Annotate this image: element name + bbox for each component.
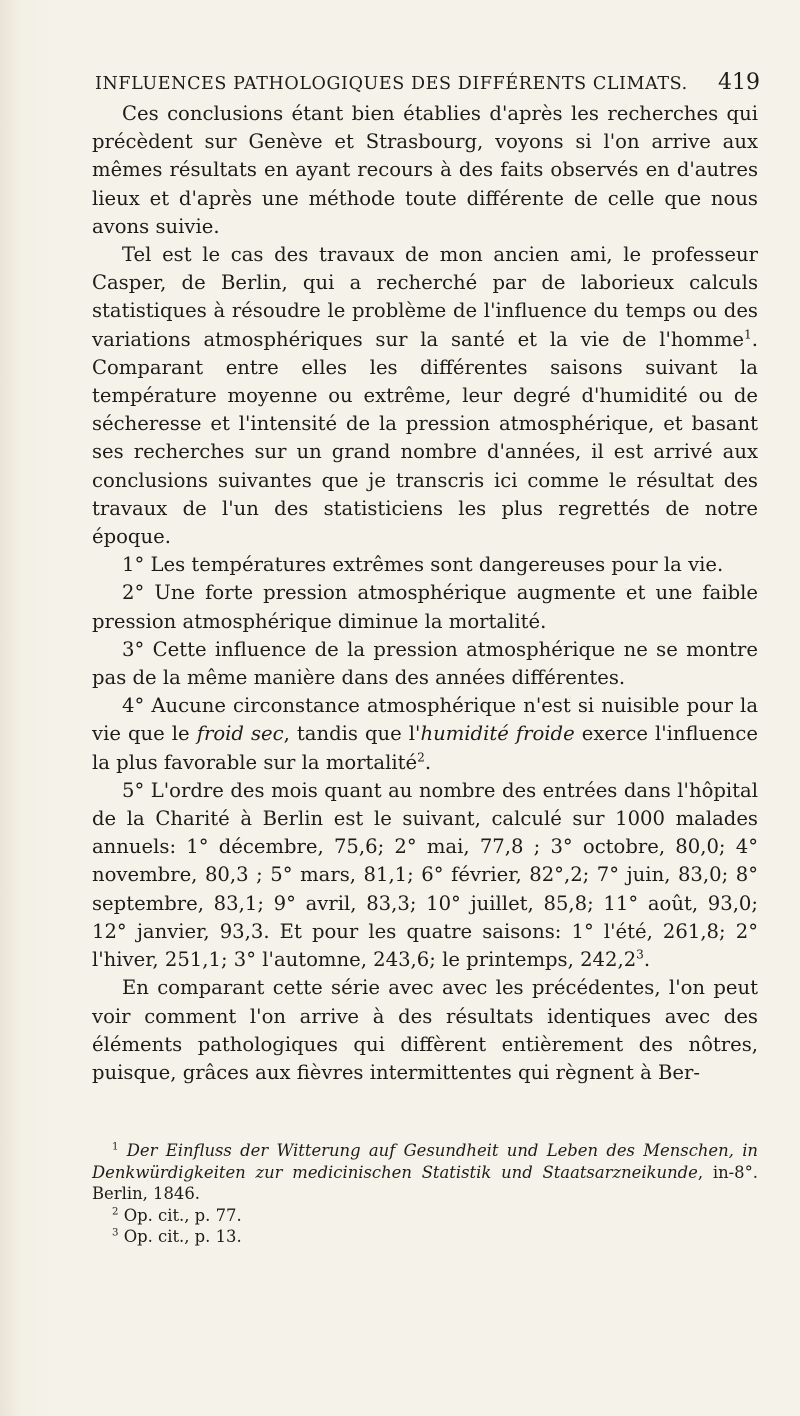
running-title: INFLUENCES PATHOLOGIQUES DES DIFFÉRENTS CLIMATS. <box>95 74 688 94</box>
footnote-mark: 1 <box>112 1141 119 1153</box>
text-span: Op. cit., p. 77. <box>123 1205 242 1225</box>
paragraph-casper <box>92 241 758 551</box>
footnote-3 <box>92 1226 758 1248</box>
footnote-title: Der Einfluss der Witterung auf Gesundheit und Leben des Menschen, in Denkwürdigkeiten zur medicinischen Statistik und Staatsarzneikunde <box>92 1141 758 1182</box>
conclusion-1: 1° Les températures extrêmes sont dangereuses pour la vie. <box>122 553 724 577</box>
text-span: 4° Aucune circonstance atmosphérique n'est si nuisible pour la vie que le <box>92 694 758 746</box>
page-number: 419 <box>718 70 760 95</box>
text-span: . <box>424 750 432 774</box>
footnote-ref-3[interactable]: 3 <box>636 947 644 962</box>
text-span: , tandis que l' <box>283 722 421 746</box>
main-text <box>92 100 758 1087</box>
text-span: , in-8°. Berlin, 1846. <box>92 1162 759 1203</box>
emphasis-froid-sec: froid sec <box>196 722 284 746</box>
paragraph-comparison: En comparant cette série avec avec les précédentes, l'on peut voir comment l'on arrive à des résultats identiques avec des éléments pathologiques qui diffèrent entièrement des nôtres, puisque, grâces aux fièvres intermittentes qui règnent à Ber- <box>92 976 758 1084</box>
paragraph-intro: Ces conclusions étant bien établies d'après les recherches qui précèdent sur Genève et Strasbourg, voyons si l'on arrive aux mêmes résultats en ayant recours à des faits observés en d'autres lieux et d'après une méthode toute différente de celle que nous avons suivie. <box>92 102 758 238</box>
running-header <box>95 70 760 95</box>
text-span: . <box>643 948 651 972</box>
text-span: Op. cit., p. 13. <box>123 1227 242 1246</box>
conclusion-4 <box>92 692 758 777</box>
footnote-2 <box>92 1205 758 1227</box>
text-span: exerce l'influence la plus favorable sur la mortalité <box>92 722 758 774</box>
emphasis-humidite-froide: humidité froide <box>420 722 575 746</box>
footnote-mark: 2 <box>112 1206 119 1218</box>
conclusion-2: 2° Une forte pression atmosphérique augmente et une faible pression atmosphérique diminue la mortalité. <box>92 581 758 633</box>
text-span: 5° L'ordre des mois quant au nombre des entrées dans l'hôpital de la Charité à Berlin est le suivant, calculé sur 1000 malades annuels: 1° décembre, 75,6; 2° mai, 77,8 ; 3° octobre, 80,0; 4° novembre, 80,3 ; 5° mars, 81,1; 6° février, 82°,2; 7° juin, 83,0; 8° septembre, 83,1; 9° avril, 83,3; 10° juillet, 85,8; 11° août, 93,0; 12° janvier, 93,3. Et pour les quatre saisons: 1° l'été, 261,8; 2° l'hiver, 251,1; 3° l'automne, 243,6; le printemps, 242,2 <box>92 778 758 972</box>
footnotes <box>92 1140 758 1248</box>
text-span: Tel est le cas des travaux de mon ancien ami, le professeur Casper, de Berlin, qui a recherché par de laborieux calculs statistiques à résoudre le problème de l'influence du temps ou des variations atmosphériques sur la santé et la vie de l'homme <box>92 243 758 351</box>
conclusion-5 <box>92 777 758 974</box>
footnote-ref-2[interactable]: 2 <box>417 750 425 765</box>
text-span: . Comparant entre elles les différentes saisons suivant la température moyenne ou extrême, leur degré d'humidité ou de sécheresse et l'intensité de la pression atmosphérique, et basant ses recherches sur un grand nombre d'années, il est arrivé aux conclusions suivantes que je transcris ici comme le résultat des travaux de l'un des statisticiens les plus regrettés de notre époque. <box>92 327 758 549</box>
footnote-ref-1[interactable]: 1 <box>744 327 752 342</box>
conclusion-3: 3° Cette influence de la pression atmosphérique ne se montre pas de la même manière dans des années différentes. <box>92 637 758 690</box>
footnote-mark: 3 <box>112 1227 119 1239</box>
footnote-1 <box>92 1140 758 1205</box>
